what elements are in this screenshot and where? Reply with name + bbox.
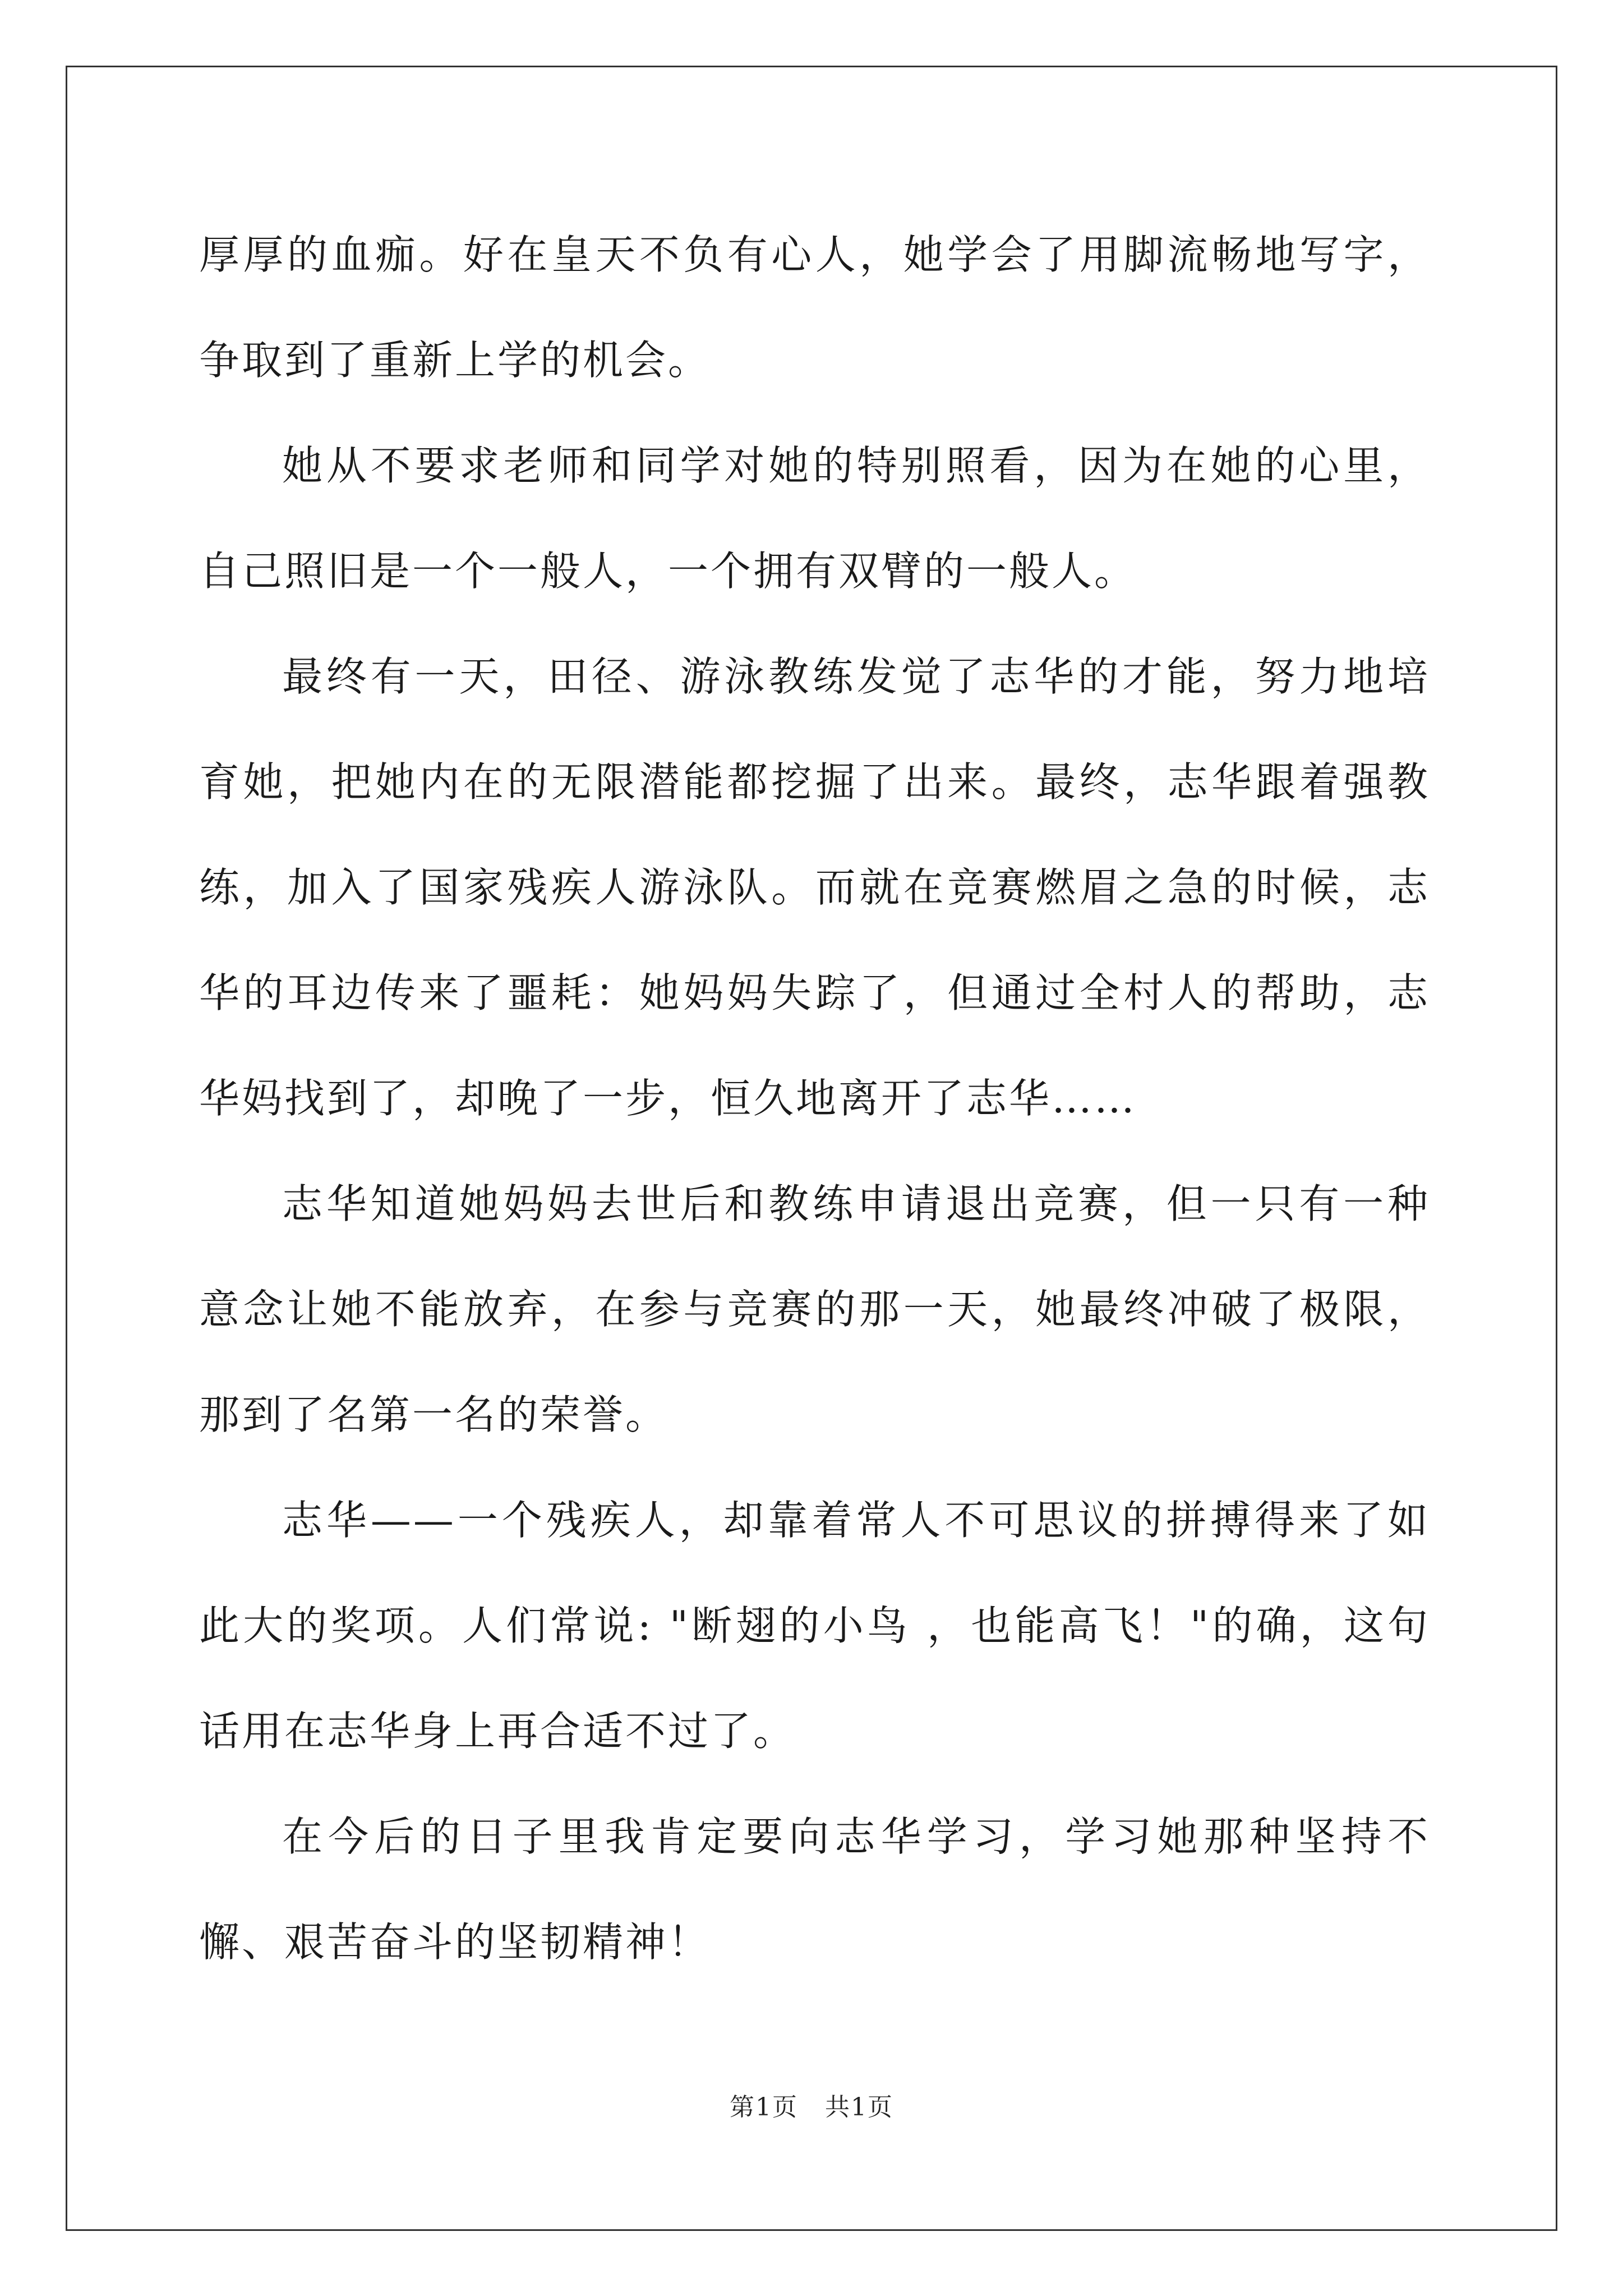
paragraph-3: 最终有一天，田径、游泳教练发觉了志华的才能，努力地培育她，把她内在的无限潜能都挖掘了出来。最终，志华跟着强教练，加入了国家残疾人游泳队。而就在竞赛燃眉之急的时候，志华的耳边传来了噩耗：她妈妈失踪了，但通过全村人的帮助，志华妈找到了，却晚了一步，恒久地离开了志华…… <box>199 653 1430 1122</box>
paragraph-4: 志华知道她妈妈去世后和教练申请退出竞赛，但一只有一种意念让她不能放弃，在参与竞赛的那一天，她最终冲破了极限，那到了名第一名的荣誉。 <box>199 1180 1430 1438</box>
document-body <box>199 202 1430 1995</box>
page-footer <box>0 2087 1623 2123</box>
paragraph-6: 在今后的日子里我肯定要向志华学习，学习她那种坚持不懈、艰苦奋斗的坚韧精神！ <box>199 1813 1430 1966</box>
page-total: 共1页 <box>825 2093 893 2122</box>
page-number: 第1页 <box>730 2093 798 2122</box>
paragraph-2: 她从不要求老师和同学对她的特别照看，因为在她的心里，自己照旧是一个一般人，一个拥有双臂的一般人。 <box>199 442 1430 595</box>
paragraph-5: 志华——一个残疾人，却靠着常人不可思议的拼搏得来了如此大的奖项。人们常说: "断翅的小鸟 ，也能高飞！"的确，这句话用在志华身上再合适不过了。 <box>199 1497 1430 1755</box>
paragraph-1: 厚厚的血痂。好在皇天不负有心人，她学会了用脚流畅地写字，争取到了重新上学的机会。 <box>199 231 1430 384</box>
